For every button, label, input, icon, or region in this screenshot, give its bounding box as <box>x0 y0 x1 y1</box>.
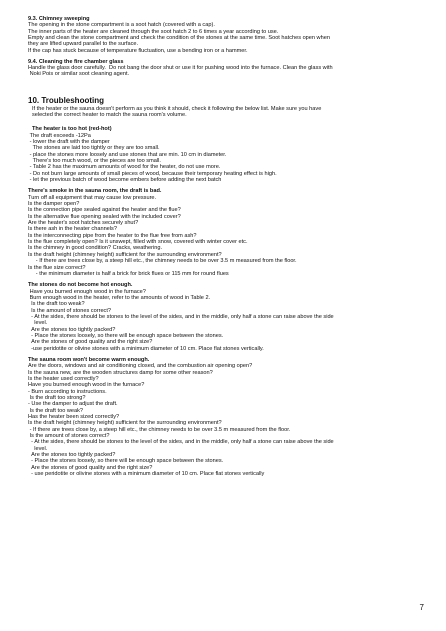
stones-not-hot-line: Have you burned enough wood in the furnace? <box>28 288 146 295</box>
room-not-warm-line: - If there are trees close by, a steep hill etc., the chimney needs to be over 3.5 m measured from the floor. <box>28 426 291 433</box>
room-not-warm-line: - Place the stones loosely, so there will be enough space between the stones. <box>28 458 224 465</box>
room-not-warm-line: - At the sides, there should be stones to the level of the sides, and in the middle, only half a stone can raise above the side <box>28 439 334 446</box>
room-not-warm-line: Is the draft too strong? <box>28 395 86 402</box>
room-not-warm-section <box>28 357 420 478</box>
stones-not-hot-line: Are the stones of good quality and the right size? <box>28 339 153 346</box>
chimney-line: The opening in the stone compartment is a soot hatch (covered with a cap). <box>28 22 215 29</box>
stones-not-hot-line: Are the stones too tightly packed? <box>28 326 116 333</box>
stones-not-hot-heading: The stones do not become hot enough. <box>28 282 133 289</box>
smoke-line: Is the flue size correct? <box>28 264 86 271</box>
stones-not-hot-line: -use peridotite or olivine stones with a minimum diameter of 10 cm. Place flat stones vertically. <box>28 345 264 352</box>
room-not-warm-line: Has the heater been sized correctly? <box>28 414 120 421</box>
glass-line: Noki Pois or similar soot cleaning agent. <box>28 71 130 78</box>
glass-section <box>28 59 420 78</box>
smoke-line: Is the draft height (chimney height) sufficient for the surrounding environment? <box>28 251 222 258</box>
too-hot-line: - Table 2 has the maximum amounts of wood for the heater, do not use more. <box>28 164 221 171</box>
troubleshooting-heading: 10. Troubleshooting <box>28 95 105 105</box>
smoke-line: Turn off all equipment that may cause low pressure. <box>28 194 157 201</box>
room-not-warm-line: Are the stones of good quality and the right size? <box>28 464 153 471</box>
room-not-warm-line: Is the amount of stones correct? <box>28 433 110 440</box>
room-not-warm-line: Is the draft too weak? <box>28 407 84 414</box>
too-hot-line: The stones are laid too tightly or they are too small. <box>28 145 160 152</box>
room-not-warm-line: Is the heater used correctly? <box>28 376 99 382</box>
room-not-warm-line: Is the draft height (chimney height) sufficient for the surrounding environment? <box>28 420 222 427</box>
smoke-line: Is the chimney in good condition? Cracks, weathering. <box>28 245 163 252</box>
room-not-warm-line: Are the doors, windows and air conditioning closed, and the combustion air opening open? <box>28 363 253 370</box>
room-not-warm-line: level. <box>28 445 48 452</box>
stones-not-hot-line: Is the amount of stones correct? <box>28 307 112 314</box>
troubleshooting-intro <box>28 106 420 119</box>
too-hot-line: - Do not burn large amounts of small pieces of wood, because their temporary heating effect is high. <box>28 170 277 177</box>
too-hot-heading: The heater is too hot (red-hot) <box>32 126 112 133</box>
too-hot-section <box>28 126 420 183</box>
smoke-line: Is the alternative flue opening sealed with the included cover? <box>28 213 181 220</box>
smoke-heading: There's smoke in the sauna room, the draft is bad. <box>28 188 162 195</box>
manual-page <box>28 16 420 483</box>
stones-not-hot-section <box>28 282 420 352</box>
smoke-section <box>28 188 420 277</box>
room-not-warm-line: - Burn according to instructions. <box>28 388 107 395</box>
chimney-line: The inner parts of the heater are cleaned through the soot hatch 2 to 6 times a year according to use. <box>28 28 279 35</box>
too-hot-line: The draft exceeds -12Pa <box>28 132 91 139</box>
too-hot-line: - place the stones more loosely and use stones that are min. 10 cm in diameter. <box>28 151 227 158</box>
smoke-line: - the minimum diameter is half a brick for brick flues or 115 mm for round flues <box>28 270 229 277</box>
chimney-heading: 9.3. Chimney sweeping <box>28 16 90 22</box>
room-not-warm-heading: The sauna room won't become warm enough. <box>28 356 150 363</box>
smoke-line: - If there are trees close by, a steep hill etc., the chimney needs to be over 3.5 m measured from the floor. <box>28 258 297 265</box>
smoke-line: Is the connection pipe sealed against the heater and the flue? <box>28 207 181 214</box>
intro-line: selected the correct heater to match the sauna room's volume. <box>32 111 187 118</box>
smoke-line: Is the damper open? <box>28 201 80 208</box>
smoke-line: Is the interconnecting pipe from the heater to the flue free from ash? <box>28 232 197 239</box>
room-not-warm-line: - Use the damper to adjust the draft. <box>28 401 118 408</box>
chimney-line: Empty and clean the stone compartment and check the condition of the stones at the same time. Soot hatches open when <box>28 35 330 42</box>
stones-not-hot-line: Burn enough wood in the heater, refer to the amounts of wood in Table 2. <box>28 294 211 301</box>
room-not-warm-line: Are the stones too tightly packed? <box>28 452 116 459</box>
room-not-warm-line: Is the sauna new, are the wooden structures damp for some other reason? <box>28 369 213 376</box>
page-number: 7 <box>419 603 424 612</box>
too-hot-line: - let the previous batch of wood become embers before adding the next batch <box>28 177 222 184</box>
glass-line: Handle the glass door carefully. Do not bang the door shut or use it for pushing wood into the furnace. Clean the glass with <box>28 64 333 71</box>
smoke-line: Is the flue completely open? Is it unswept, filled with snow, covered with winter cover etc. <box>28 239 248 246</box>
stones-not-hot-line: Is the draft too weak? <box>28 301 85 308</box>
too-hot-line: - lower the draft with the damper <box>28 138 110 145</box>
chimney-line: they are lifted upward parallel to the surface. <box>28 41 139 48</box>
too-hot-line: There's too much wood, or the pieces are too small. <box>28 158 161 164</box>
smoke-line: Is there ash in the heater channels? <box>28 226 117 233</box>
smoke-line: Are the heater's soot hatches securely shut? <box>28 220 139 227</box>
stones-not-hot-line: - Place the stones loosely, so there will be enough space between the stones. <box>28 332 224 339</box>
stones-not-hot-line: - At the sides, there should be stones to the level of the sides, and in the middle, only half a stone can raise above the side <box>28 313 334 320</box>
room-not-warm-line: - use peridotite or olivine stones with a minimum diameter of 10 cm. Place flat stones vertically <box>28 471 265 478</box>
intro-line: If the heater or the sauna doesn't perform as you think it should, check it following the below list. Make sure you have <box>32 105 322 112</box>
glass-heading: 9.4. Cleaning the fire chamber glass <box>28 58 124 65</box>
stones-not-hot-line: level. <box>28 320 48 327</box>
chimney-line: If the cap has stuck because of temperature fluctuation, use a bending iron or a hammer. <box>28 47 248 54</box>
chimney-section <box>28 16 420 54</box>
room-not-warm-line: Have you burned enough wood in the furnace? <box>28 382 145 389</box>
